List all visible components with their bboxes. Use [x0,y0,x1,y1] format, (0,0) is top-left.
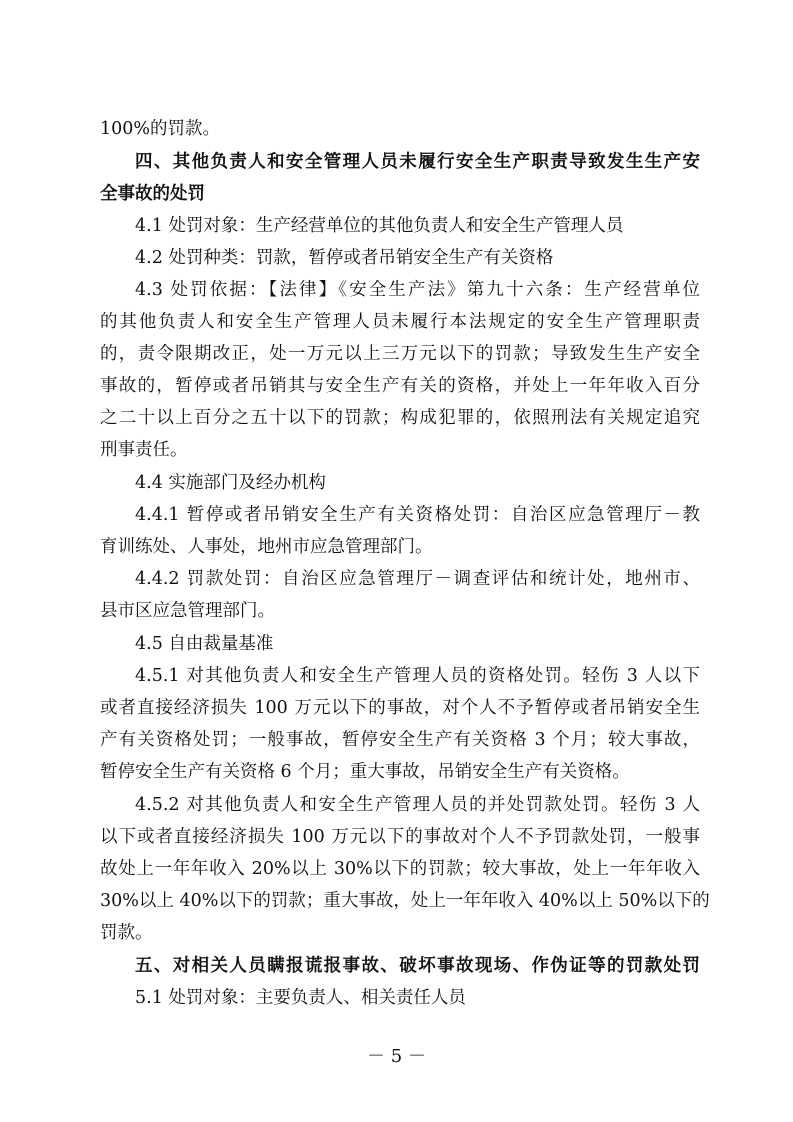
text-line: 4.3 处罚依据：【法律】《安全生产法》第九十六条：生产经营单位 [135,280,700,300]
text-line: 事故的，暂停或者吊销其与安全生产有关的资格，并处上一年年收入百分 [100,376,700,396]
text-line: 故处上一年年收入 20%以上 30%以下的罚款；较大事故，处上一年年收入 [100,859,700,879]
text-line: 罚款。 [100,923,153,943]
section-heading-cont: 全事故的处罚 [100,184,205,204]
text-line: 4.4.1 暂停或者吊销安全生产有关资格处罚：自治区应急管理厅－教 [135,505,700,525]
text-line: 4.4.2 罚款处罚：自治区应急管理厅－调查评估和统计处，地州市、 [135,569,700,589]
text-line: 4.5.2 对其他负责人和安全生产管理人员的并处罚款处罚。轻伤 3 人 [135,795,700,815]
text-line: 5.1 处罚对象：主要负责人、相关责任人员 [135,988,466,1008]
text-line: 刑事责任。 [100,440,188,460]
text-line: 以下或者直接经济损失 100 万元以下的事故对个人不予罚款处罚，一般事 [100,827,700,847]
text-line: 暂停安全生产有关资格 6 个月；重大事故，吊销安全生产有关资格。 [100,762,630,782]
subsection-heading: 4.4 实施部门及经办机构 [135,473,326,493]
page-number: － 5 － [367,1046,426,1067]
text-line: 的其他负责人和安全生产管理人员未履行本法规定的安全生产管理职责 [100,312,700,332]
text-line: 4.5.1 对其他负责人和安全生产管理人员的资格处罚。轻伤 3 人以下 [135,666,700,686]
text-line: 产有关资格处罚；一般事故，暂停安全生产有关资格 3 个月；较大事故， [100,730,700,750]
text-line: 或者直接经济损失 100 万元以下的事故，对个人不予暂停或者吊销安全生 [100,698,700,718]
text-line: 的，责令限期改正，处一万元以上三万元以下的罚款；导致发生生产安全 [100,344,700,364]
text-line: 育训练处、人事处，地州市应急管理部门。 [100,537,433,557]
text-line: 4.1 处罚对象：生产经营单位的其他负责人和安全生产管理人员 [135,216,624,236]
text-line: 之二十以上百分之五十以下的罚款；构成犯罪的，依照刑法有关规定追究 [100,408,700,428]
section-heading: 四、其他负责人和安全管理人员未履行安全生产职责导致发生生产安 [135,152,700,172]
text-line: 30%以上 40%以下的罚款；重大事故，处上一年年收入 40%以上 50%以下的 [100,891,710,911]
section-heading: 五、对相关人员瞒报谎报事故、破坏事故现场、作伪证等的罚款处罚 [135,956,700,976]
text-line: 县市区应急管理部门。 [100,601,275,621]
text-line: 100%的罚款。 [100,119,221,139]
text-line: 4.2 处罚种类：罚款，暂停或者吊销安全生产有关资格 [135,248,554,268]
subsection-heading: 4.5 自由裁量基准 [135,634,274,654]
